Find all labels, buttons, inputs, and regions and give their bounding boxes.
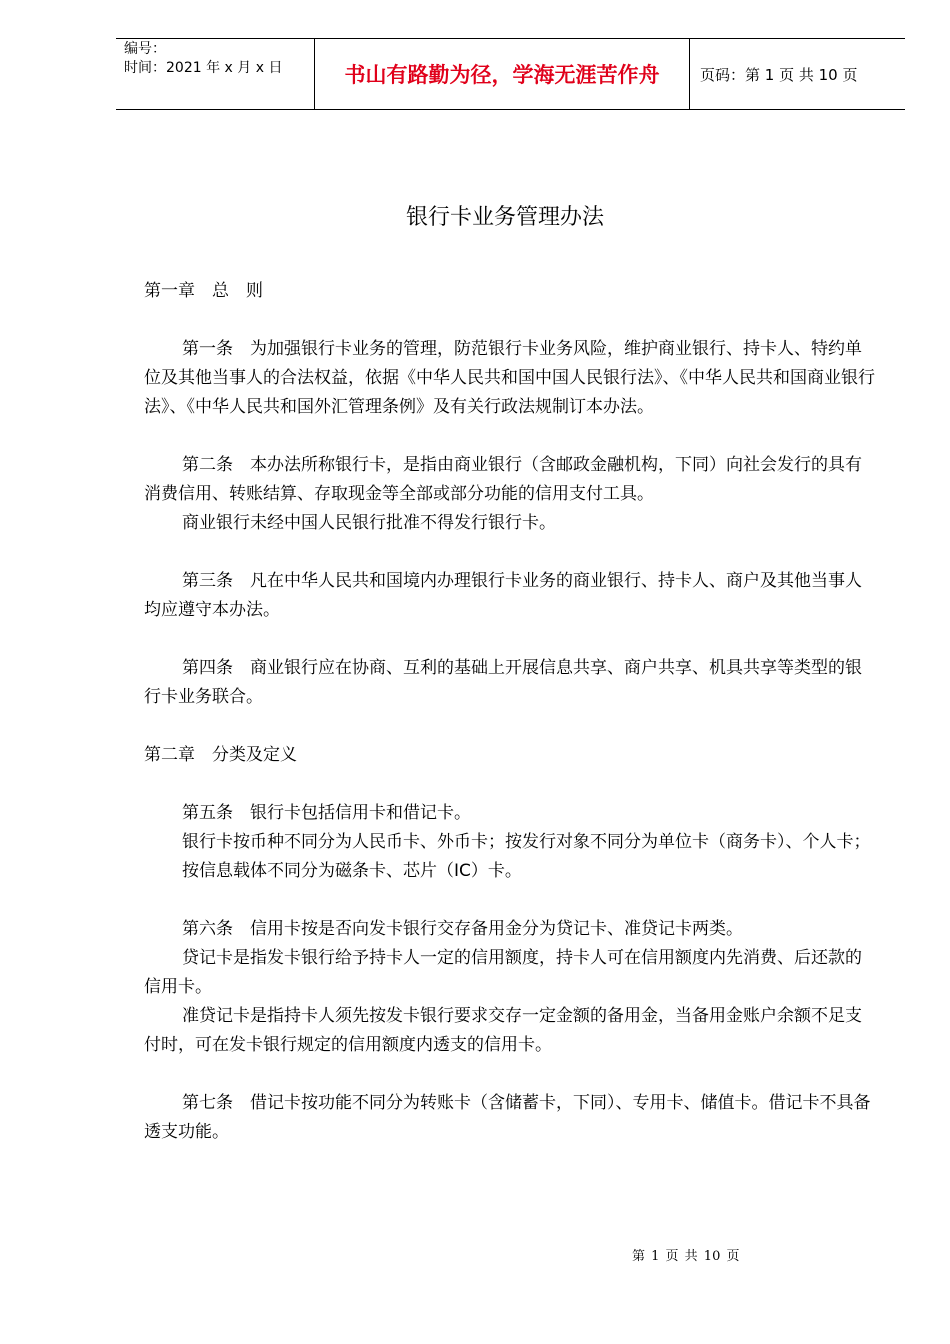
header-page-info: 页码：第 1 页 共 10 页 [700, 65, 858, 84]
article-paragraph: 按信息载体不同分为磁条卡、芯片（IC）卡。 [182, 861, 522, 881]
article-paragraph: 贷记卡是指发卡银行给予持卡人一定的信用额度，持卡人可在信用额度内先消费、后还款的信用卡。 [144, 948, 862, 997]
article-paragraph: 第三条 凡在中华人民共和国境内办理银行卡业务的商业银行、持卡人、商户及其他当事人均应遵守本办法。 [144, 571, 862, 620]
page-header [116, 38, 905, 110]
article-paragraph: 第四条 商业银行应在协商、互利的基础上开展信息共享、商户共享、机具共享等类型的银行卡业务联合。 [144, 658, 862, 707]
document-title: 银行卡业务管理办法 [405, 205, 604, 230]
article-paragraph: 准贷记卡是指持卡人须先按发卡银行要求交存一定金额的备用金，当备用金账户余额不足支付时，可在发卡银行规定的信用额度内透支的信用卡。 [144, 1006, 862, 1055]
header-meta [116, 39, 315, 109]
document-body [144, 277, 876, 1147]
article-paragraph: 商业银行未经中国人民银行批准不得发行银行卡。 [182, 513, 556, 533]
chapter-heading: 第一章 总 则 [144, 281, 263, 301]
document-number-label: 编号： [124, 41, 166, 57]
article-paragraph: 第七条 借记卡按功能不同分为转账卡（含储蓄卡，下同）、专用卡、储值卡。借记卡不具备透支功能。 [144, 1093, 871, 1142]
article-paragraph: 第一条 为加强银行卡业务的管理，防范银行卡业务风险，维护商业银行、持卡人、特约单位及其他当事人的合法权益，依据《中华人民共和国中国人民银行法》、《中华人民共和国商业银行法》、《中华人民共和国外汇管理条例》及有关行政法规制订本办法。 [144, 339, 875, 417]
article-paragraph: 第二条 本办法所称银行卡，是指由商业银行（含邮政金融机构，下同）向社会发行的具有消费信用、转账结算、存取现金等全部或部分功能的信用支付工具。 [144, 455, 862, 504]
chapter-heading: 第二章 分类及定义 [144, 745, 297, 765]
page-footer: 第 1 页 共 10 页 [632, 1249, 740, 1264]
article-paragraph: 第五条 银行卡包括信用卡和借记卡。 [182, 803, 471, 823]
document-date: 时间：2021 年 x 月 x 日 [124, 60, 283, 76]
header-motto: 书山有路勤为径，学海无涯苦作舟 [315, 39, 690, 109]
article-paragraph: 第六条 信用卡按是否向发卡银行交存备用金分为贷记卡、准贷记卡两类。 [182, 919, 743, 939]
article-paragraph: 银行卡按币种不同分为人民币卡、外币卡；按发行对象不同分为单位卡（商务卡）、个人卡； [182, 832, 871, 852]
